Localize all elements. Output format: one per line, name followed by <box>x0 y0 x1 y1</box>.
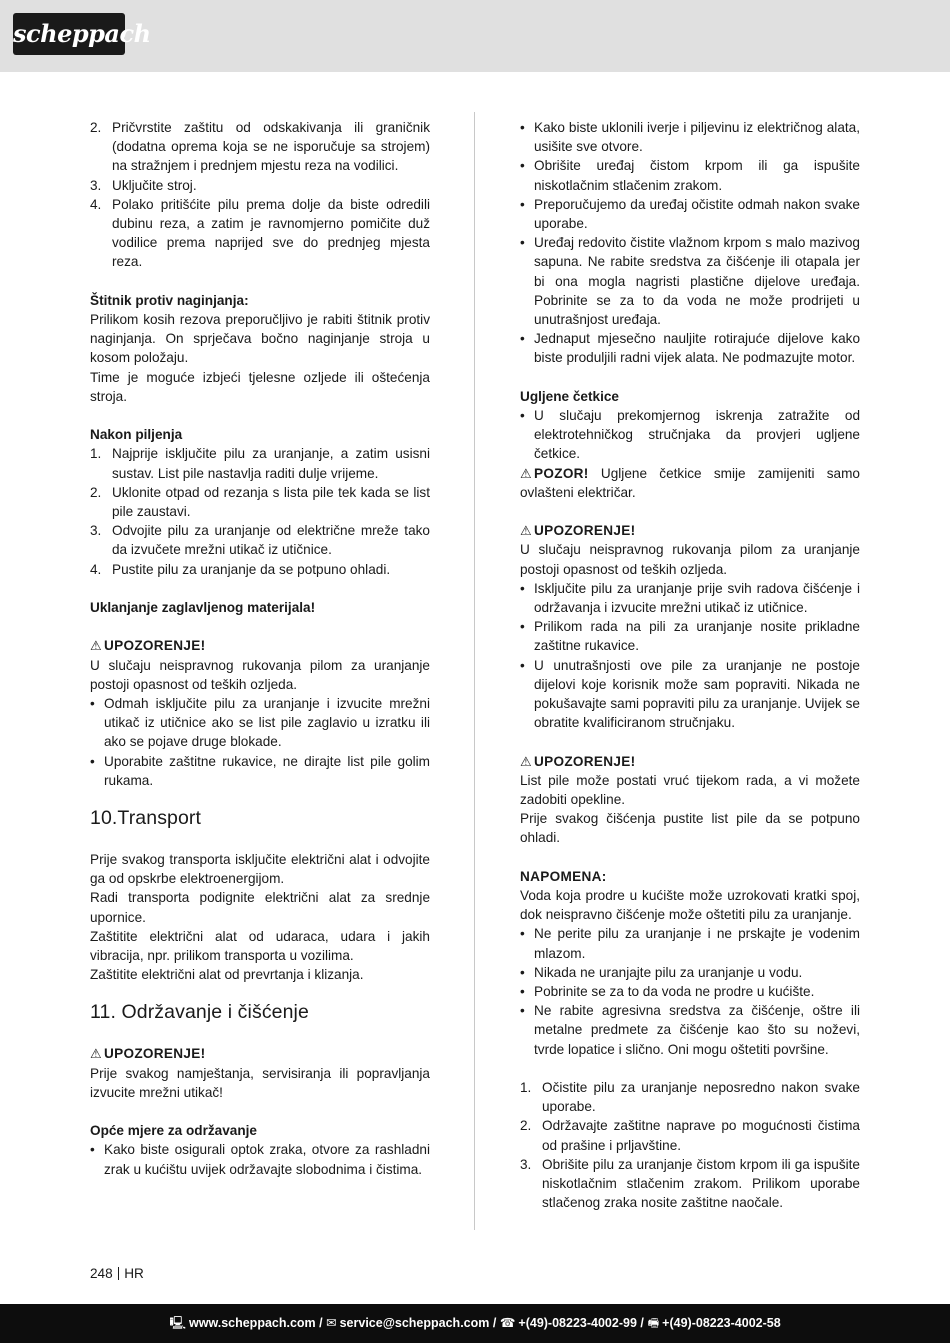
section-heading-transport: 10.Transport <box>90 807 202 830</box>
warning-label: ⚠ UPOZORENJE! <box>90 636 430 655</box>
bullet-list <box>520 924 860 1058</box>
list-text: Najprije isključite pilu za uranjanje, a zatim usisni sustav. List pile nastavlja raditi dulje vrijeme. <box>112 446 430 481</box>
list-item <box>90 521 430 559</box>
tilt-heading: Štitnik protiv naginjanja: <box>90 292 249 308</box>
caution-label: POZOR! <box>533 465 589 481</box>
warning-triangle-icon: ⚠ <box>520 523 532 539</box>
paragraph: U slučaju neispravnog rukovanja pilom za uranjanje postoji opasnost od teških ozljeda. <box>90 657 430 692</box>
jam-heading: Uklanjanje zaglavljenog materijala! <box>90 600 316 616</box>
warning-triangle-icon: ⚠ <box>520 753 532 769</box>
bullet-list <box>520 406 860 464</box>
warning-label: ⚠ UPOZORENJE! <box>520 752 860 771</box>
bullet-item: • Odmah isključite pilu za uranjanje i izvucite mrežni utikač iz utičnice ako se list pile zaglavio u izratku ili ako se pojave druge blokade. <box>90 694 430 752</box>
list-number: 2. <box>90 120 102 135</box>
paragraph: Zaštitite električni alat od udaraca, udara i jakih vibracija, npr. prilikom transporta u vozilima. <box>90 928 430 964</box>
list-text: Održavajte zaštitne naprave po mogućnosti čistima od prašine i prljavštine. <box>542 1118 860 1153</box>
list-number: 3. <box>520 1156 532 1172</box>
paragraph: List pile može postati vruć tijekom rada, a vi možete zadobiti opekline. <box>520 772 860 808</box>
fax-number: +(49)-08223-4002-58 <box>662 1316 781 1330</box>
paragraph: Prije svakog čišćenja pustite list pile da se potpuno ohladi. <box>520 811 860 846</box>
bullet-item: • Kako biste uklonili iverje i piljevinu iz električnog alata, usišite sve otvore. <box>520 118 860 156</box>
list-number: 1. <box>520 1080 532 1096</box>
bullet-item: • Preporučujemo da uređaj očistite odmah nakon svake uporabe. <box>520 195 860 233</box>
list-number: 2. <box>90 484 102 500</box>
warning-label: ⚠ UPOZORENJE! <box>520 521 860 540</box>
list-item <box>90 118 430 176</box>
right-column <box>520 118 860 1213</box>
list-text: Pustite pilu za uranjanje da se potpuno ohladi. <box>112 561 391 577</box>
phone-icon: ☎ <box>499 1316 516 1330</box>
list-text: Pričvrstite zaštitu od odskakivanja ili graničnik (dodatna oprema koja se ne isporučuje sa strojem) na stražnjem i prednjem mjestu reza na vodilici. <box>112 120 430 174</box>
list-item <box>520 1155 860 1213</box>
bullet-item: • Nikada ne uranjajte pilu za uranjanje u vodu. <box>520 963 860 982</box>
list-item <box>520 1078 860 1116</box>
bullet-item: • Pobrinite se za to da voda ne prodre u kućište. <box>520 982 860 1001</box>
list-text: Polako pritišćite pilu prema dolje da biste odredili dubinu reza, a zatim je ravnomjerno pomičite duž vodilice prema naprijed sve do prednjeg mjesta reza. <box>112 196 430 270</box>
scheppach-logo: scheppach <box>13 13 125 55</box>
bullet-item: • Jednaput mjesečno nauljite rotirajuće dijelove kako biste produljili radni vijek alata. Ne podmazujte motor. <box>520 329 860 367</box>
page-footer: 🖳 www.scheppach.com / ✉ service@scheppach.com / ☎ +(49)-08223-4002-99 / 🖷 +(49)-08223-4002-58 <box>0 1304 950 1343</box>
list-item <box>90 195 430 272</box>
fax-icon: 🖷 <box>647 1316 660 1330</box>
website-link[interactable]: www.scheppach.com <box>189 1316 316 1330</box>
list-item <box>90 444 430 482</box>
paragraph: Prilikom kosih rezova preporučljivo je rabiti štitnik protiv naginjanja. On sprječava bočno naginjanje stroja u kosom položaju. <box>90 312 430 366</box>
page-header <box>0 0 950 72</box>
list-item <box>90 560 430 579</box>
list-text: Uključite stroj. <box>112 177 197 193</box>
warning-label: ⚠ UPOZORENJE! <box>90 1044 430 1063</box>
paragraph: Voda koja prodre u kućište može uzrokovati kratki spoj, dok neispravno čišćenje može oštetiti pilu za uranjanje. <box>520 888 860 923</box>
bullet-item: • Uređaj redovito čistite vlažnom krpom s malo mazivog sapuna. Ne rabite sredstva za čišćenje ili otapala jer bi ona mogla nagristi plastične dijelove uređaja. Pobrinite se za to da voda ne može prodrijeti u unutrašnjost uređaja. <box>520 233 860 329</box>
paragraph: Prije svakog namještanja, servisiranja ili popravljanja izvucite mrežni utikač! <box>90 1065 430 1100</box>
list-number: 1. <box>90 446 102 462</box>
bullet-item: • U slučaju prekomjernog iskrenja zatražite od elektrotehničkog stručnjaka da provjeri ugljene četkice. <box>520 406 860 464</box>
note-label: NAPOMENA: <box>520 868 607 884</box>
language-code: HR <box>124 1266 144 1281</box>
list-item <box>520 1116 860 1154</box>
list-item <box>90 176 430 195</box>
list-text: Uklonite otpad od rezanja s lista pile tek kada se list pile zaustavi. <box>112 484 430 520</box>
warning-triangle-icon: ⚠ <box>90 638 102 654</box>
bullet-item: • Prilikom rada na pili za uranjanje nosite prikladne zaštitne rukavice. <box>520 617 860 655</box>
bullet-item: • Isključite pilu za uranjanje prije svih radova čišćenje i održavanja i izvucite mrežni utikač iz utičnice. <box>520 579 860 617</box>
paragraph: U slučaju neispravnog rukovanja pilom za uranjanje postoji opasnost od teških ozljeda. <box>520 542 860 577</box>
list-number: 4. <box>90 561 102 577</box>
bullet-list <box>90 1140 430 1178</box>
bullet-item: • U unutrašnjosti ove pile za uranjanje ne postoje dijelovi koje korisnik može sam popraviti. Nikada ne pokušavajte sami popraviti pilu za uranjanje. Uvijek se obratite kvalificiranom stručnjaku. <box>520 656 860 733</box>
list-text: Obrišite pilu za uranjanje čistom krpom ili ga ispušite niskotlačnim stlačenim zrakom. Prilikom uporabe stlačenog zraka nosite zaštitne naočale. <box>542 1156 860 1211</box>
bullet-item: • Kako biste osigurali optok zraka, otvore za rashladni zrak u kućištu uvijek održavajte slobodnima i čistima. <box>90 1140 430 1178</box>
bullet-list <box>520 579 860 733</box>
caution-paragraph: ⚠ POZOR! Ugljene četkice smije zamijeniti samo ovlašteni električar. <box>520 465 860 500</box>
left-column <box>90 118 430 1179</box>
bullet-item: • Ne perite pilu za uranjanje i ne prskajte je vodenim mlazom. <box>520 924 860 962</box>
page-number: 248 HR <box>90 1266 144 1281</box>
paragraph: Radi transporta podignite električni alat za srednje upornice. <box>90 890 430 925</box>
section-heading-maintenance: 11. Održavanje i čišćenje <box>90 1001 309 1024</box>
steps-list <box>90 118 430 272</box>
column-divider <box>474 112 475 1230</box>
monitor-icon: 🖳 <box>169 1316 187 1330</box>
paragraph: Prije svakog transporta isključite električni alat i odvojite ga od opskrbe elektroenergijom. <box>90 852 430 887</box>
phone-number: +(49)-08223-4002-99 <box>518 1316 637 1330</box>
paragraph: Zaštitite električni alat od prevrtanja i klizanja. <box>90 967 364 983</box>
list-text: Očistite pilu za uranjanje neposredno nakon svake uporabe. <box>542 1080 860 1115</box>
after-sawing-heading: Nakon piljenja <box>90 427 183 443</box>
warning-triangle-icon: ⚠ <box>520 465 532 481</box>
paragraph: Time je moguće izbjeći tjelesne ozljede ili oštećenja stroja. <box>90 369 430 404</box>
list-number: 2. <box>520 1118 532 1134</box>
bullet-item: • Uporabite zaštitne rukavice, ne dirajte list pile golim rukama. <box>90 752 430 790</box>
bullet-list <box>90 694 430 790</box>
list-item <box>90 483 430 521</box>
bullet-item: • Ne rabite agresivna sredstva za čišćenje, oštre ili metalne predmete za čišćenje kao što su noževi, tvrde lopatice i slično. Oni mogu oštetiti površine. <box>520 1001 860 1059</box>
general-measures-heading: Opće mjere za održavanje <box>90 1123 257 1139</box>
email-link[interactable]: service@scheppach.com <box>339 1316 490 1330</box>
carbon-brushes-heading: Ugljene četkice <box>520 388 619 404</box>
cleaning-steps-list <box>520 1078 860 1212</box>
list-number: 3. <box>90 177 102 193</box>
after-sawing-list <box>90 444 430 578</box>
bullet-item: • Obrišite uređaj čistom krpom ili ga ispušite niskotlačnim stlačenim zrakom. <box>520 156 860 194</box>
list-number: 3. <box>90 523 102 539</box>
envelope-icon: ✉ <box>326 1316 337 1330</box>
warning-triangle-icon: ⚠ <box>90 1046 102 1062</box>
bullet-list <box>520 118 860 368</box>
list-number: 4. <box>90 196 102 212</box>
list-text: Odvojite pilu za uranjanje od električne mreže tako da izvučete mrežni utikač iz utičnice. <box>112 523 430 558</box>
